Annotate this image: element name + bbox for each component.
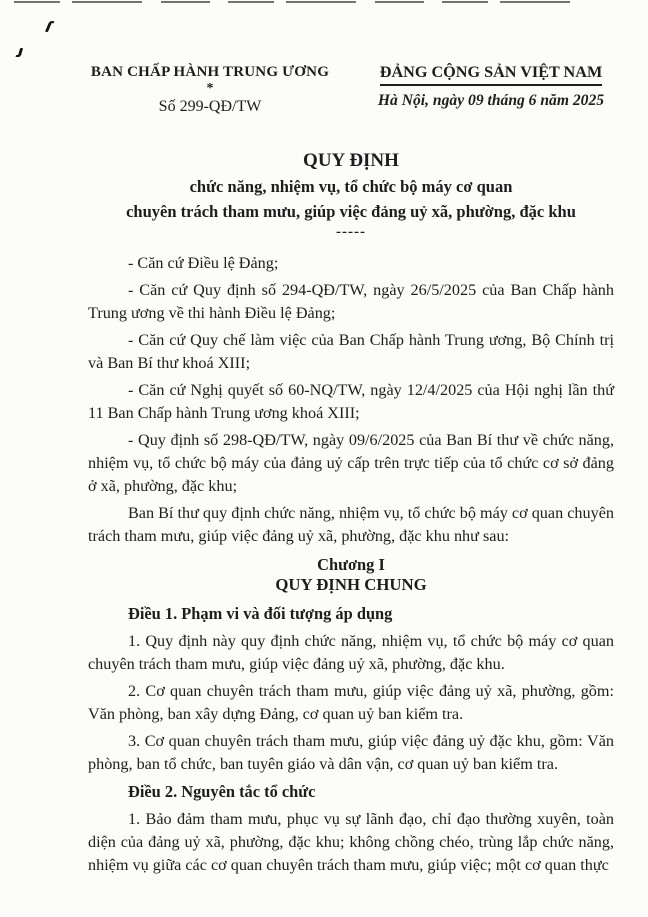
title-divider: ----- (336, 224, 366, 240)
preamble-paragraph-1: - Căn cứ Điều lệ Đảng; (128, 254, 279, 272)
party-header-block (360, 63, 622, 110)
document-body (88, 148, 614, 881)
article-1-clause-1: 1. Quy định này quy định chức năng, nhiệm vụ, tổ chức bộ máy cơ quan chuyên trách tham mưu, giúp việc đảng uỷ xã, phường, đặc khu. (88, 632, 614, 673)
article-2-heading: Điều 2. Nguyên tắc tổ chức (128, 782, 316, 801)
scan-artifact-speck (18, 48, 23, 56)
article-1-heading: Điều 1. Phạm vi và đối tượng áp dụng (128, 604, 393, 623)
party-name: ĐẢNG CỘNG SẢN VIỆT NAM (380, 63, 602, 86)
scan-artifact-speck (45, 22, 52, 32)
preamble-paragraph-5: - Quy định số 298-QĐ/TW, ngày 09/6/2025 của Ban Bí thư về chức năng, nhiệm vụ, tổ chức bộ máy của đảng uỷ cấp trên trực tiếp của tổ chức cơ sở đảng ở xã, phường, đặc khu; (88, 431, 614, 495)
preamble-paragraph-6: Ban Bí thư quy định chức năng, nhiệm vụ, tổ chức bộ máy cơ quan chuyên trách tham mưu, giúp việc đảng uỷ xã, phường, đặc khu như sau: (88, 504, 614, 545)
issuing-authority-block (76, 63, 344, 116)
place-and-date: Hà Nội, ngày 09 tháng 6 năm 2025 (377, 92, 605, 109)
chapter-number: Chương I (317, 555, 385, 574)
preamble-paragraph-2: - Căn cứ Quy định số 294-QĐ/TW, ngày 26/5/2025 của Ban Chấp hành Trung ương về thi hành Điều lệ Đảng; (88, 281, 614, 322)
chapter-title: QUY ĐỊNH CHUNG (275, 575, 427, 594)
title-subject-line-1: chức năng, nhiệm vụ, tổ chức bộ máy cơ quan (189, 177, 513, 196)
issuing-authority-name: BAN CHẤP HÀNH TRUNG ƯƠNG (90, 64, 330, 80)
preamble-paragraph-3: - Căn cứ Quy chế làm việc của Ban Chấp hành Trung ương, Bộ Chính trị và Ban Bí thư khoá XIII; (88, 331, 614, 372)
title-subject-line-2: chuyên trách tham mưu, giúp việc đảng uỷ xã, phường, đặc khu (126, 202, 576, 221)
article-2-clause-1: 1. Bảo đảm tham mưu, phục vụ sự lãnh đạo, chỉ đạo thường xuyên, toàn diện của đảng uỷ xã, phường, đặc khu; không chồng chéo, trùng lắp chức năng, nhiệm vụ giữa các cơ quan chuyên trách tham mưu, giúp việc; một cơ quan thực (88, 810, 614, 874)
document-type-title: QUY ĐỊNH (303, 150, 399, 171)
article-1-clause-2: 2. Cơ quan chuyên trách tham mưu, giúp việc đảng uỷ xã, phường, gồm: Văn phòng, ban xây dựng Đảng, cơ quan uỷ ban kiểm tra. (88, 682, 614, 723)
preamble-paragraph-4: - Căn cứ Nghị quyết số 60-NQ/TW, ngày 12/4/2025 của Hội nghị lần thứ 11 Ban Chấp hành Trung ương khoá XIII; (88, 381, 614, 422)
article-1-clause-3: 3. Cơ quan chuyên trách tham mưu, giúp việc đảng uỷ đặc khu, gồm: Văn phòng, ban tổ chức, ban tuyên giáo và dân vận, cơ quan uỷ ban kiểm tra. (88, 732, 614, 773)
title-block (88, 148, 614, 240)
chapter-heading-block (88, 555, 614, 595)
scan-artifact-topline (14, 1, 586, 3)
document-number: Số 299-QĐ/TW (158, 98, 262, 115)
star-separator: * (206, 81, 214, 96)
party-name-wrapper (360, 63, 622, 86)
